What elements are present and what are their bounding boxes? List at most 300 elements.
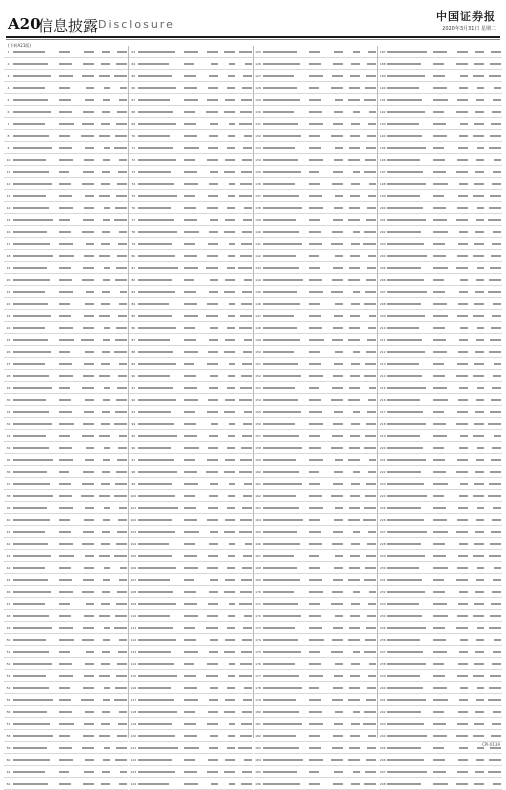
table-cell bbox=[469, 122, 486, 126]
text-line-placeholder bbox=[433, 735, 447, 737]
row-number: 127 bbox=[255, 73, 261, 78]
text-line-placeholder bbox=[207, 363, 219, 365]
text-line-placeholder bbox=[85, 459, 94, 461]
masthead-rule-thin bbox=[6, 39, 500, 40]
table-cell bbox=[111, 314, 128, 318]
text-line-placeholder bbox=[309, 99, 321, 101]
table-cell bbox=[138, 410, 183, 414]
table-cell bbox=[485, 734, 502, 738]
text-line-placeholder bbox=[474, 363, 484, 365]
row-number: 237 bbox=[379, 649, 386, 654]
table-cell bbox=[344, 626, 361, 630]
table-cell bbox=[328, 266, 345, 270]
text-line-placeholder bbox=[114, 75, 126, 77]
text-line-placeholder bbox=[206, 267, 218, 269]
row-number: 228 bbox=[379, 541, 386, 546]
table-row bbox=[129, 742, 253, 754]
table-cell bbox=[485, 782, 502, 786]
text-line-placeholder bbox=[458, 759, 468, 761]
table-row bbox=[378, 94, 502, 106]
table-cell bbox=[387, 422, 432, 426]
text-line-placeholder bbox=[245, 543, 252, 545]
text-line-placeholder bbox=[351, 303, 359, 305]
row-number: 96 bbox=[131, 445, 136, 450]
table-cell bbox=[13, 506, 58, 510]
text-line-placeholder bbox=[309, 519, 320, 521]
table-cell bbox=[361, 446, 378, 450]
table-cell bbox=[95, 218, 112, 222]
text-line-placeholder bbox=[208, 147, 219, 149]
table-cell bbox=[432, 158, 452, 162]
text-line-placeholder bbox=[456, 267, 468, 269]
table-cell bbox=[308, 386, 328, 390]
text-line-placeholder bbox=[387, 723, 423, 725]
table-row bbox=[129, 262, 253, 274]
table-cell bbox=[328, 122, 345, 126]
text-line-placeholder bbox=[433, 531, 448, 533]
table-cell bbox=[219, 170, 236, 174]
text-line-placeholder bbox=[457, 459, 467, 461]
text-line-placeholder bbox=[13, 435, 46, 437]
text-line-placeholder bbox=[353, 591, 360, 593]
table-cell bbox=[344, 554, 361, 558]
table-cell bbox=[361, 518, 378, 522]
table-cell bbox=[344, 590, 361, 594]
table-cell bbox=[58, 422, 78, 426]
table-cell bbox=[13, 302, 58, 306]
text-line-placeholder bbox=[263, 339, 301, 341]
table-cell bbox=[183, 602, 203, 606]
text-line-placeholder bbox=[239, 675, 252, 677]
row-number: 144 bbox=[255, 277, 261, 282]
text-line-placeholder bbox=[459, 135, 468, 137]
table-cell bbox=[361, 398, 378, 402]
text-line-placeholder bbox=[211, 783, 219, 785]
row-number: 108 bbox=[130, 589, 137, 594]
table-cell bbox=[328, 62, 345, 66]
table-cell bbox=[432, 530, 452, 534]
table-cell bbox=[485, 398, 502, 402]
text-line-placeholder bbox=[59, 723, 74, 725]
text-line-placeholder bbox=[459, 699, 468, 701]
text-line-placeholder bbox=[457, 159, 468, 161]
row-number: 180 bbox=[255, 709, 261, 714]
table-cell bbox=[308, 626, 328, 630]
text-line-placeholder bbox=[492, 111, 501, 113]
text-line-placeholder bbox=[476, 279, 484, 281]
text-line-placeholder bbox=[184, 303, 197, 305]
text-line-placeholder bbox=[433, 687, 446, 689]
table-cell bbox=[452, 422, 469, 426]
row-number: 232 bbox=[379, 589, 386, 594]
text-line-placeholder bbox=[331, 399, 343, 401]
table-cell bbox=[203, 638, 220, 642]
text-line-placeholder bbox=[335, 147, 343, 149]
text-line-placeholder bbox=[13, 567, 45, 569]
table-cell bbox=[485, 662, 502, 666]
table-cell bbox=[95, 194, 112, 198]
table-cell bbox=[485, 50, 502, 54]
text-line-placeholder bbox=[101, 123, 111, 125]
text-line-placeholder bbox=[263, 183, 296, 185]
table-cell bbox=[308, 542, 328, 546]
table-cell bbox=[361, 134, 378, 138]
text-line-placeholder bbox=[13, 279, 50, 281]
text-line-placeholder bbox=[460, 435, 468, 437]
text-line-placeholder bbox=[351, 663, 359, 665]
table-cell bbox=[219, 350, 236, 354]
text-line-placeholder bbox=[119, 231, 127, 233]
text-line-placeholder bbox=[84, 255, 93, 257]
row-number: 235 bbox=[379, 625, 386, 630]
table-cell bbox=[308, 458, 328, 462]
text-line-placeholder bbox=[184, 663, 194, 665]
text-line-placeholder bbox=[332, 435, 343, 437]
table-cell bbox=[308, 578, 328, 582]
table-row bbox=[4, 502, 128, 514]
table-cell bbox=[13, 362, 58, 366]
text-line-placeholder bbox=[82, 483, 93, 485]
text-line-placeholder bbox=[59, 303, 70, 305]
table-cell bbox=[78, 170, 95, 174]
text-line-placeholder bbox=[208, 87, 218, 89]
text-line-placeholder bbox=[335, 99, 343, 101]
table-cell bbox=[469, 590, 486, 594]
table-row bbox=[254, 118, 378, 130]
table-cell bbox=[138, 518, 183, 522]
table-row bbox=[129, 598, 253, 610]
text-line-placeholder bbox=[364, 171, 377, 173]
text-line-placeholder bbox=[353, 291, 360, 293]
text-line-placeholder bbox=[13, 459, 53, 461]
row-number: 109 bbox=[130, 601, 137, 606]
text-line-placeholder bbox=[477, 207, 484, 209]
table-cell bbox=[236, 722, 253, 726]
text-line-placeholder bbox=[367, 687, 377, 689]
table-row bbox=[378, 658, 502, 670]
text-line-placeholder bbox=[13, 543, 48, 545]
row-number: 41 bbox=[6, 529, 11, 534]
table-row bbox=[378, 406, 502, 418]
text-line-placeholder bbox=[209, 339, 219, 341]
text-line-placeholder bbox=[475, 231, 484, 233]
table-cell bbox=[308, 266, 328, 270]
text-line-placeholder bbox=[59, 123, 74, 125]
text-line-placeholder bbox=[309, 663, 322, 665]
row-number: 123 bbox=[130, 769, 137, 774]
row-number: 135 bbox=[255, 169, 261, 174]
table-row bbox=[129, 478, 253, 490]
text-line-placeholder bbox=[13, 627, 52, 629]
text-line-placeholder bbox=[209, 495, 219, 497]
table-cell bbox=[138, 758, 183, 762]
table-cell bbox=[308, 158, 328, 162]
row-number: 246 bbox=[379, 757, 386, 762]
text-line-placeholder bbox=[365, 771, 376, 773]
text-line-placeholder bbox=[333, 375, 343, 377]
text-line-placeholder bbox=[309, 375, 323, 377]
table-cell bbox=[344, 518, 361, 522]
table-cell bbox=[485, 698, 502, 702]
text-line-placeholder bbox=[387, 99, 422, 101]
text-line-placeholder bbox=[13, 219, 53, 221]
text-line-placeholder bbox=[138, 699, 174, 701]
text-line-placeholder bbox=[225, 99, 235, 101]
table-cell bbox=[183, 494, 203, 498]
row-number: 12 bbox=[6, 181, 11, 186]
table-cell bbox=[183, 266, 203, 270]
table-cell bbox=[219, 62, 236, 66]
table-cell bbox=[111, 506, 128, 510]
table-row bbox=[254, 94, 378, 106]
text-line-placeholder bbox=[13, 675, 46, 677]
table-cell bbox=[203, 350, 220, 354]
table-row bbox=[129, 382, 253, 394]
table-cell bbox=[308, 194, 328, 198]
table-cell bbox=[432, 230, 452, 234]
text-line-placeholder bbox=[59, 243, 73, 245]
table-cell bbox=[13, 494, 58, 498]
text-line-placeholder bbox=[244, 687, 252, 689]
table-cell bbox=[432, 410, 452, 414]
text-line-placeholder bbox=[82, 639, 93, 641]
text-line-placeholder bbox=[335, 711, 343, 713]
table-cell bbox=[111, 590, 128, 594]
text-line-placeholder bbox=[387, 399, 419, 401]
table-row bbox=[378, 502, 502, 514]
table-cell bbox=[361, 146, 378, 150]
text-line-placeholder bbox=[263, 207, 302, 209]
text-line-placeholder bbox=[433, 231, 448, 233]
row-number: 166 bbox=[255, 541, 261, 546]
text-line-placeholder bbox=[103, 219, 110, 221]
text-line-placeholder bbox=[224, 531, 235, 533]
table-row bbox=[254, 778, 378, 790]
section-code: A20 bbox=[8, 15, 41, 33]
text-line-placeholder bbox=[59, 531, 71, 533]
text-line-placeholder bbox=[263, 387, 295, 389]
table-cell bbox=[432, 566, 452, 570]
table-cell bbox=[203, 314, 220, 318]
text-line-placeholder bbox=[116, 267, 127, 269]
text-line-placeholder bbox=[263, 267, 300, 269]
text-line-placeholder bbox=[208, 351, 219, 353]
text-line-placeholder bbox=[366, 555, 376, 557]
text-line-placeholder bbox=[13, 183, 52, 185]
table-cell bbox=[432, 710, 452, 714]
text-line-placeholder bbox=[59, 399, 71, 401]
row-number: 130 bbox=[255, 109, 261, 114]
table-cell bbox=[387, 242, 432, 246]
text-line-placeholder bbox=[263, 627, 295, 629]
text-line-placeholder bbox=[460, 327, 468, 329]
table-cell bbox=[387, 218, 432, 222]
table-cell bbox=[78, 158, 95, 162]
text-line-placeholder bbox=[138, 687, 171, 689]
text-line-placeholder bbox=[138, 615, 170, 617]
text-line-placeholder bbox=[491, 123, 501, 125]
table-row bbox=[254, 70, 378, 82]
table-cell bbox=[138, 254, 183, 258]
text-line-placeholder bbox=[331, 291, 343, 293]
table-row bbox=[378, 730, 502, 742]
table-cell bbox=[13, 758, 58, 762]
text-line-placeholder bbox=[493, 99, 501, 101]
table-cell bbox=[78, 554, 95, 558]
text-line-placeholder bbox=[210, 171, 218, 173]
table-cell bbox=[95, 386, 112, 390]
text-line-placeholder bbox=[84, 51, 93, 53]
text-line-placeholder bbox=[366, 75, 376, 77]
text-line-placeholder bbox=[331, 495, 343, 497]
table-cell bbox=[263, 518, 308, 522]
table-cell bbox=[78, 278, 95, 282]
table-cell bbox=[78, 638, 95, 642]
table-cell bbox=[432, 542, 452, 546]
table-cell bbox=[485, 482, 502, 486]
table-cell bbox=[95, 506, 112, 510]
table-cell bbox=[78, 350, 95, 354]
text-line-placeholder bbox=[333, 423, 343, 425]
table-cell bbox=[328, 446, 345, 450]
row-number: 117 bbox=[130, 697, 137, 702]
table-cell bbox=[58, 710, 78, 714]
table-row bbox=[254, 454, 378, 466]
text-line-placeholder bbox=[240, 387, 252, 389]
table-row bbox=[378, 190, 502, 202]
text-line-placeholder bbox=[59, 63, 72, 65]
table-cell bbox=[78, 122, 95, 126]
table-cell bbox=[111, 626, 128, 630]
text-line-placeholder bbox=[184, 699, 198, 701]
text-line-placeholder bbox=[367, 615, 376, 617]
table-cell bbox=[78, 338, 95, 342]
table-cell bbox=[485, 254, 502, 258]
table-cell bbox=[236, 434, 253, 438]
text-line-placeholder bbox=[349, 327, 359, 329]
table-cell bbox=[183, 134, 203, 138]
text-line-placeholder bbox=[348, 279, 360, 281]
text-line-placeholder bbox=[59, 435, 70, 437]
text-line-placeholder bbox=[13, 507, 47, 509]
table-cell bbox=[219, 638, 236, 642]
table-cell bbox=[236, 374, 253, 378]
text-line-placeholder bbox=[13, 123, 45, 125]
table-cell bbox=[328, 590, 345, 594]
table-cell bbox=[432, 506, 452, 510]
table-cell bbox=[95, 494, 112, 498]
text-line-placeholder bbox=[184, 591, 196, 593]
text-line-placeholder bbox=[387, 147, 425, 149]
text-line-placeholder bbox=[263, 411, 302, 413]
table-cell bbox=[263, 146, 308, 150]
table-cell bbox=[219, 242, 236, 246]
text-line-placeholder bbox=[59, 627, 73, 629]
text-line-placeholder bbox=[348, 399, 360, 401]
text-line-placeholder bbox=[459, 339, 468, 341]
text-line-placeholder bbox=[433, 135, 447, 137]
text-line-placeholder bbox=[13, 747, 47, 749]
row-number: 128 bbox=[255, 85, 261, 90]
table-cell bbox=[236, 494, 253, 498]
text-line-placeholder bbox=[184, 123, 196, 125]
text-line-placeholder bbox=[387, 75, 424, 77]
table-cell bbox=[452, 554, 469, 558]
text-line-placeholder bbox=[348, 699, 360, 701]
text-line-placeholder bbox=[433, 111, 444, 113]
table-row bbox=[378, 694, 502, 706]
table-cell bbox=[469, 770, 486, 774]
text-line-placeholder bbox=[433, 171, 446, 173]
table-cell bbox=[469, 98, 486, 102]
table-cell bbox=[452, 626, 469, 630]
text-line-placeholder bbox=[387, 687, 423, 689]
row-number: 147 bbox=[255, 313, 261, 318]
row-number: 10 bbox=[6, 157, 11, 162]
text-line-placeholder bbox=[242, 159, 252, 161]
table-cell bbox=[203, 74, 220, 78]
row-number: 84 bbox=[131, 301, 136, 306]
text-line-placeholder bbox=[263, 51, 297, 53]
table-cell bbox=[13, 710, 58, 714]
table-cell bbox=[58, 614, 78, 618]
text-line-placeholder bbox=[99, 675, 110, 677]
table-row bbox=[254, 166, 378, 178]
table-row bbox=[4, 214, 128, 226]
table-cell bbox=[308, 698, 328, 702]
table-cell bbox=[361, 650, 378, 654]
table-cell bbox=[13, 554, 58, 558]
text-line-placeholder bbox=[184, 207, 196, 209]
table-cell bbox=[344, 434, 361, 438]
table-cell bbox=[344, 506, 361, 510]
table-cell bbox=[485, 170, 502, 174]
text-line-placeholder bbox=[492, 183, 502, 185]
row-number: 227 bbox=[379, 529, 386, 534]
table-cell bbox=[387, 530, 432, 534]
table-cell bbox=[361, 86, 378, 90]
row-number: 146 bbox=[255, 301, 261, 306]
table-cell bbox=[111, 434, 128, 438]
table-row bbox=[129, 274, 253, 286]
text-line-placeholder bbox=[115, 615, 127, 617]
table-cell bbox=[387, 350, 432, 354]
table-cell bbox=[236, 782, 253, 786]
text-line-placeholder bbox=[387, 231, 420, 233]
text-line-placeholder bbox=[309, 87, 320, 89]
table-cell bbox=[387, 686, 432, 690]
text-line-placeholder bbox=[207, 255, 218, 257]
text-line-placeholder bbox=[85, 759, 93, 761]
table-cell bbox=[95, 650, 112, 654]
row-number: 213 bbox=[379, 361, 386, 366]
text-line-placeholder bbox=[493, 711, 501, 713]
table-cell bbox=[469, 86, 486, 90]
text-line-placeholder bbox=[184, 339, 197, 341]
text-line-placeholder bbox=[114, 423, 127, 425]
text-line-placeholder bbox=[228, 495, 235, 497]
table-row bbox=[129, 58, 253, 70]
text-line-placeholder bbox=[263, 159, 299, 161]
table-cell bbox=[432, 170, 452, 174]
text-line-placeholder bbox=[433, 99, 448, 101]
table-cell bbox=[432, 782, 452, 786]
text-line-placeholder bbox=[13, 147, 52, 149]
table-cell bbox=[58, 98, 78, 102]
table-row bbox=[254, 250, 378, 262]
text-line-placeholder bbox=[224, 651, 235, 653]
table-cell bbox=[58, 602, 78, 606]
